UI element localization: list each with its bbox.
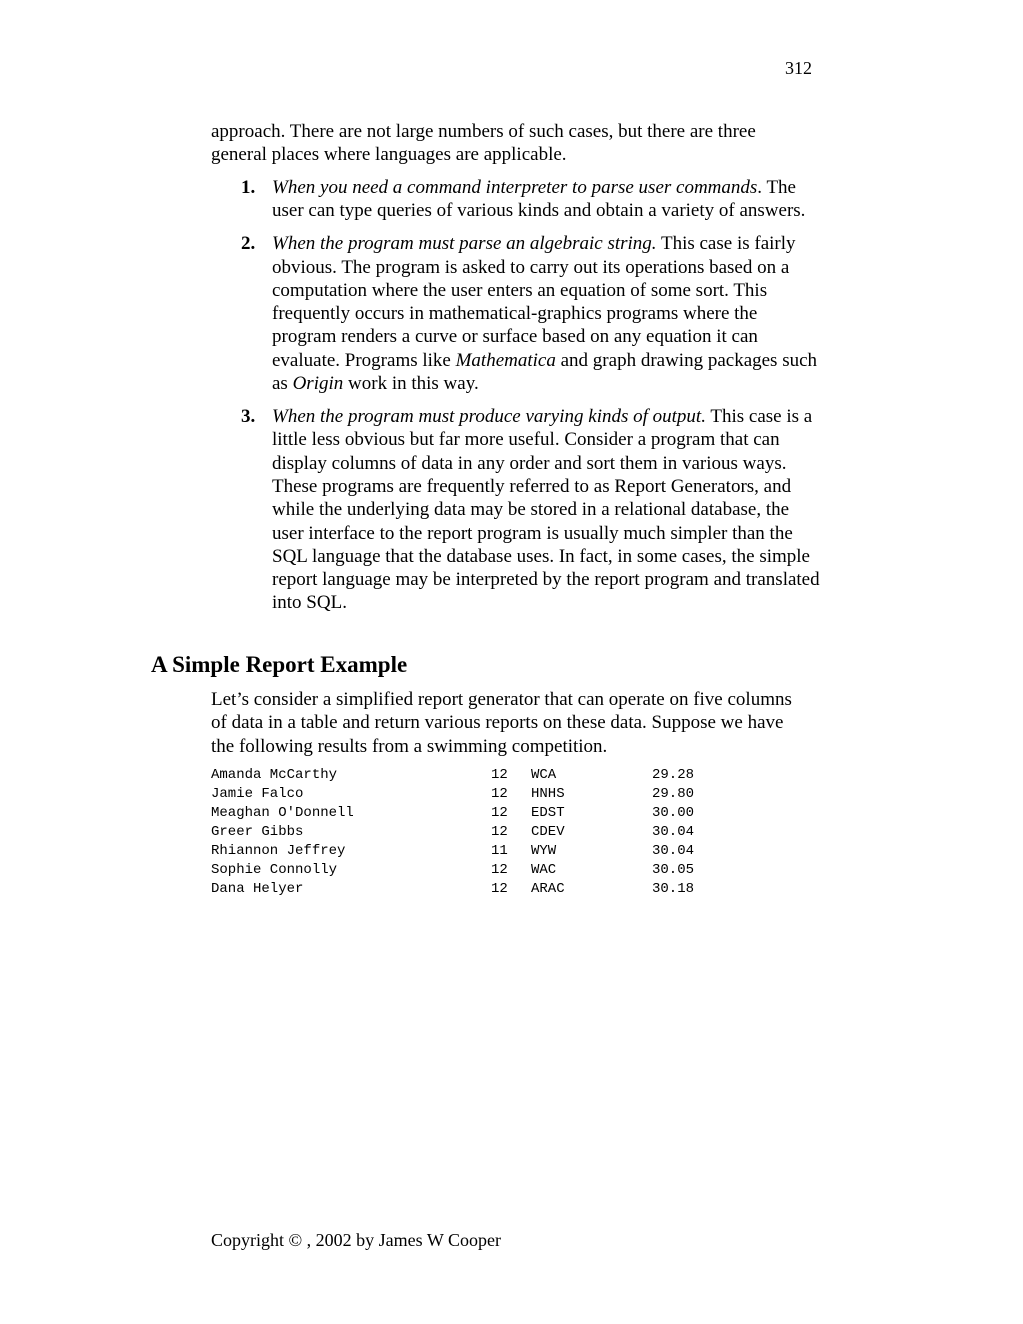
table-row [211, 861, 694, 880]
swimmer-name: Greer Gibbs [211, 824, 304, 840]
table-row [211, 785, 694, 804]
list-item-lead: When you need a command interpreter to parse user commands [272, 177, 758, 198]
product-name-mathematica: Mathematica [455, 349, 556, 371]
list-item [241, 232, 821, 395]
swimmer-name: Dana Helyer [211, 881, 304, 897]
intro-paragraph: approach. There are not large numbers of such cases, but there are three general places where languages are applicable. [211, 121, 756, 166]
swimmer-team: WCA [531, 767, 557, 783]
swimmer-name: Meaghan O'Donnell [211, 805, 354, 821]
section-heading: A Simple Report Example [151, 652, 408, 677]
list-item-lead: When the program must parse an algebraic string. [272, 233, 657, 255]
swimmer-name: Rhiannon Jeffrey [211, 843, 346, 859]
swimmer-time: 29.28 [652, 767, 695, 783]
swimmer-team: WAC [531, 862, 557, 878]
swimmer-time: 30.18 [652, 881, 695, 897]
swimmer-name: Amanda McCarthy [211, 767, 338, 783]
list-item-text: This case is fairly obvious. The program is asked to carry out its operations based on a computation where the user enters an equation of some sort. This frequently occurs in mathematical-graphics programs where the program renders a curve or surface based on any equation it can evaluate. Programs like [272, 233, 796, 371]
list-item-text: This case is a little less obvious but far more useful. Consider a program that can display columns of data in any order and sort them in various ways. These programs are frequently referred to as Report Generators, and while the underlying data may be stored in a relational database, the user interface to the report program is usually much simpler than the SQL language that the database uses. In fact, in some cases, the simple report language may be interpreted by the report program and translated into SQL. [272, 406, 820, 614]
product-name-origin: Origin [292, 373, 344, 395]
table-row [211, 766, 694, 785]
swimmer-team: HNHS [531, 786, 565, 802]
swimmer-age: 12 [491, 862, 508, 878]
swimmer-name: Jamie Falco [211, 786, 304, 802]
swimmer-age: 12 [491, 767, 508, 783]
swimmer-name: Sophie Connolly [211, 862, 338, 878]
page-number: 312 [785, 58, 812, 78]
list-item-text-end: work in this way. [343, 373, 479, 395]
list-item-text: The user can type queries of various kinds and obtain a variety of answers. [272, 177, 806, 222]
copyright-footer: Copyright © , 2002 by James W Cooper [211, 1230, 501, 1250]
applicability-list [241, 176, 821, 624]
list-item [241, 176, 821, 223]
report-paragraph: Let’s consider a simplified report generator that can operate on five columns of data in a table and return various reports on these data. Suppose we have the following results from a swimming competition. [211, 689, 792, 757]
table-row [211, 842, 694, 861]
swimmer-team: CDEV [531, 824, 565, 840]
swimmer-age: 12 [491, 786, 508, 802]
swimmer-team: ARAC [531, 881, 565, 897]
swimmer-time: 30.04 [652, 824, 695, 840]
table-row [211, 823, 694, 842]
swimmer-age: 12 [491, 881, 508, 897]
swimmer-team: EDST [531, 805, 565, 821]
list-item-number: 2. [241, 233, 256, 255]
table-row [211, 804, 694, 823]
list-item-number: 1. [241, 177, 256, 198]
swimmer-team: WYW [531, 843, 557, 859]
swimmer-time: 30.00 [652, 805, 695, 821]
swimmer-age: 12 [491, 805, 508, 821]
list-item-lead-punct: . [757, 177, 763, 198]
swimmer-time: 29.80 [652, 786, 695, 802]
list-item-number: 3. [241, 406, 256, 428]
swimmer-age: 12 [491, 824, 508, 840]
swimmer-time: 30.05 [652, 862, 695, 878]
list-item [241, 405, 821, 615]
table-row [211, 880, 694, 899]
results-table [211, 766, 694, 899]
swimmer-time: 30.04 [652, 843, 695, 859]
swimmer-age: 11 [491, 843, 508, 859]
list-item-lead: When the program must produce varying kinds of output. [272, 406, 706, 428]
list-item-text-cont: and graph drawing packages such as [272, 349, 818, 395]
